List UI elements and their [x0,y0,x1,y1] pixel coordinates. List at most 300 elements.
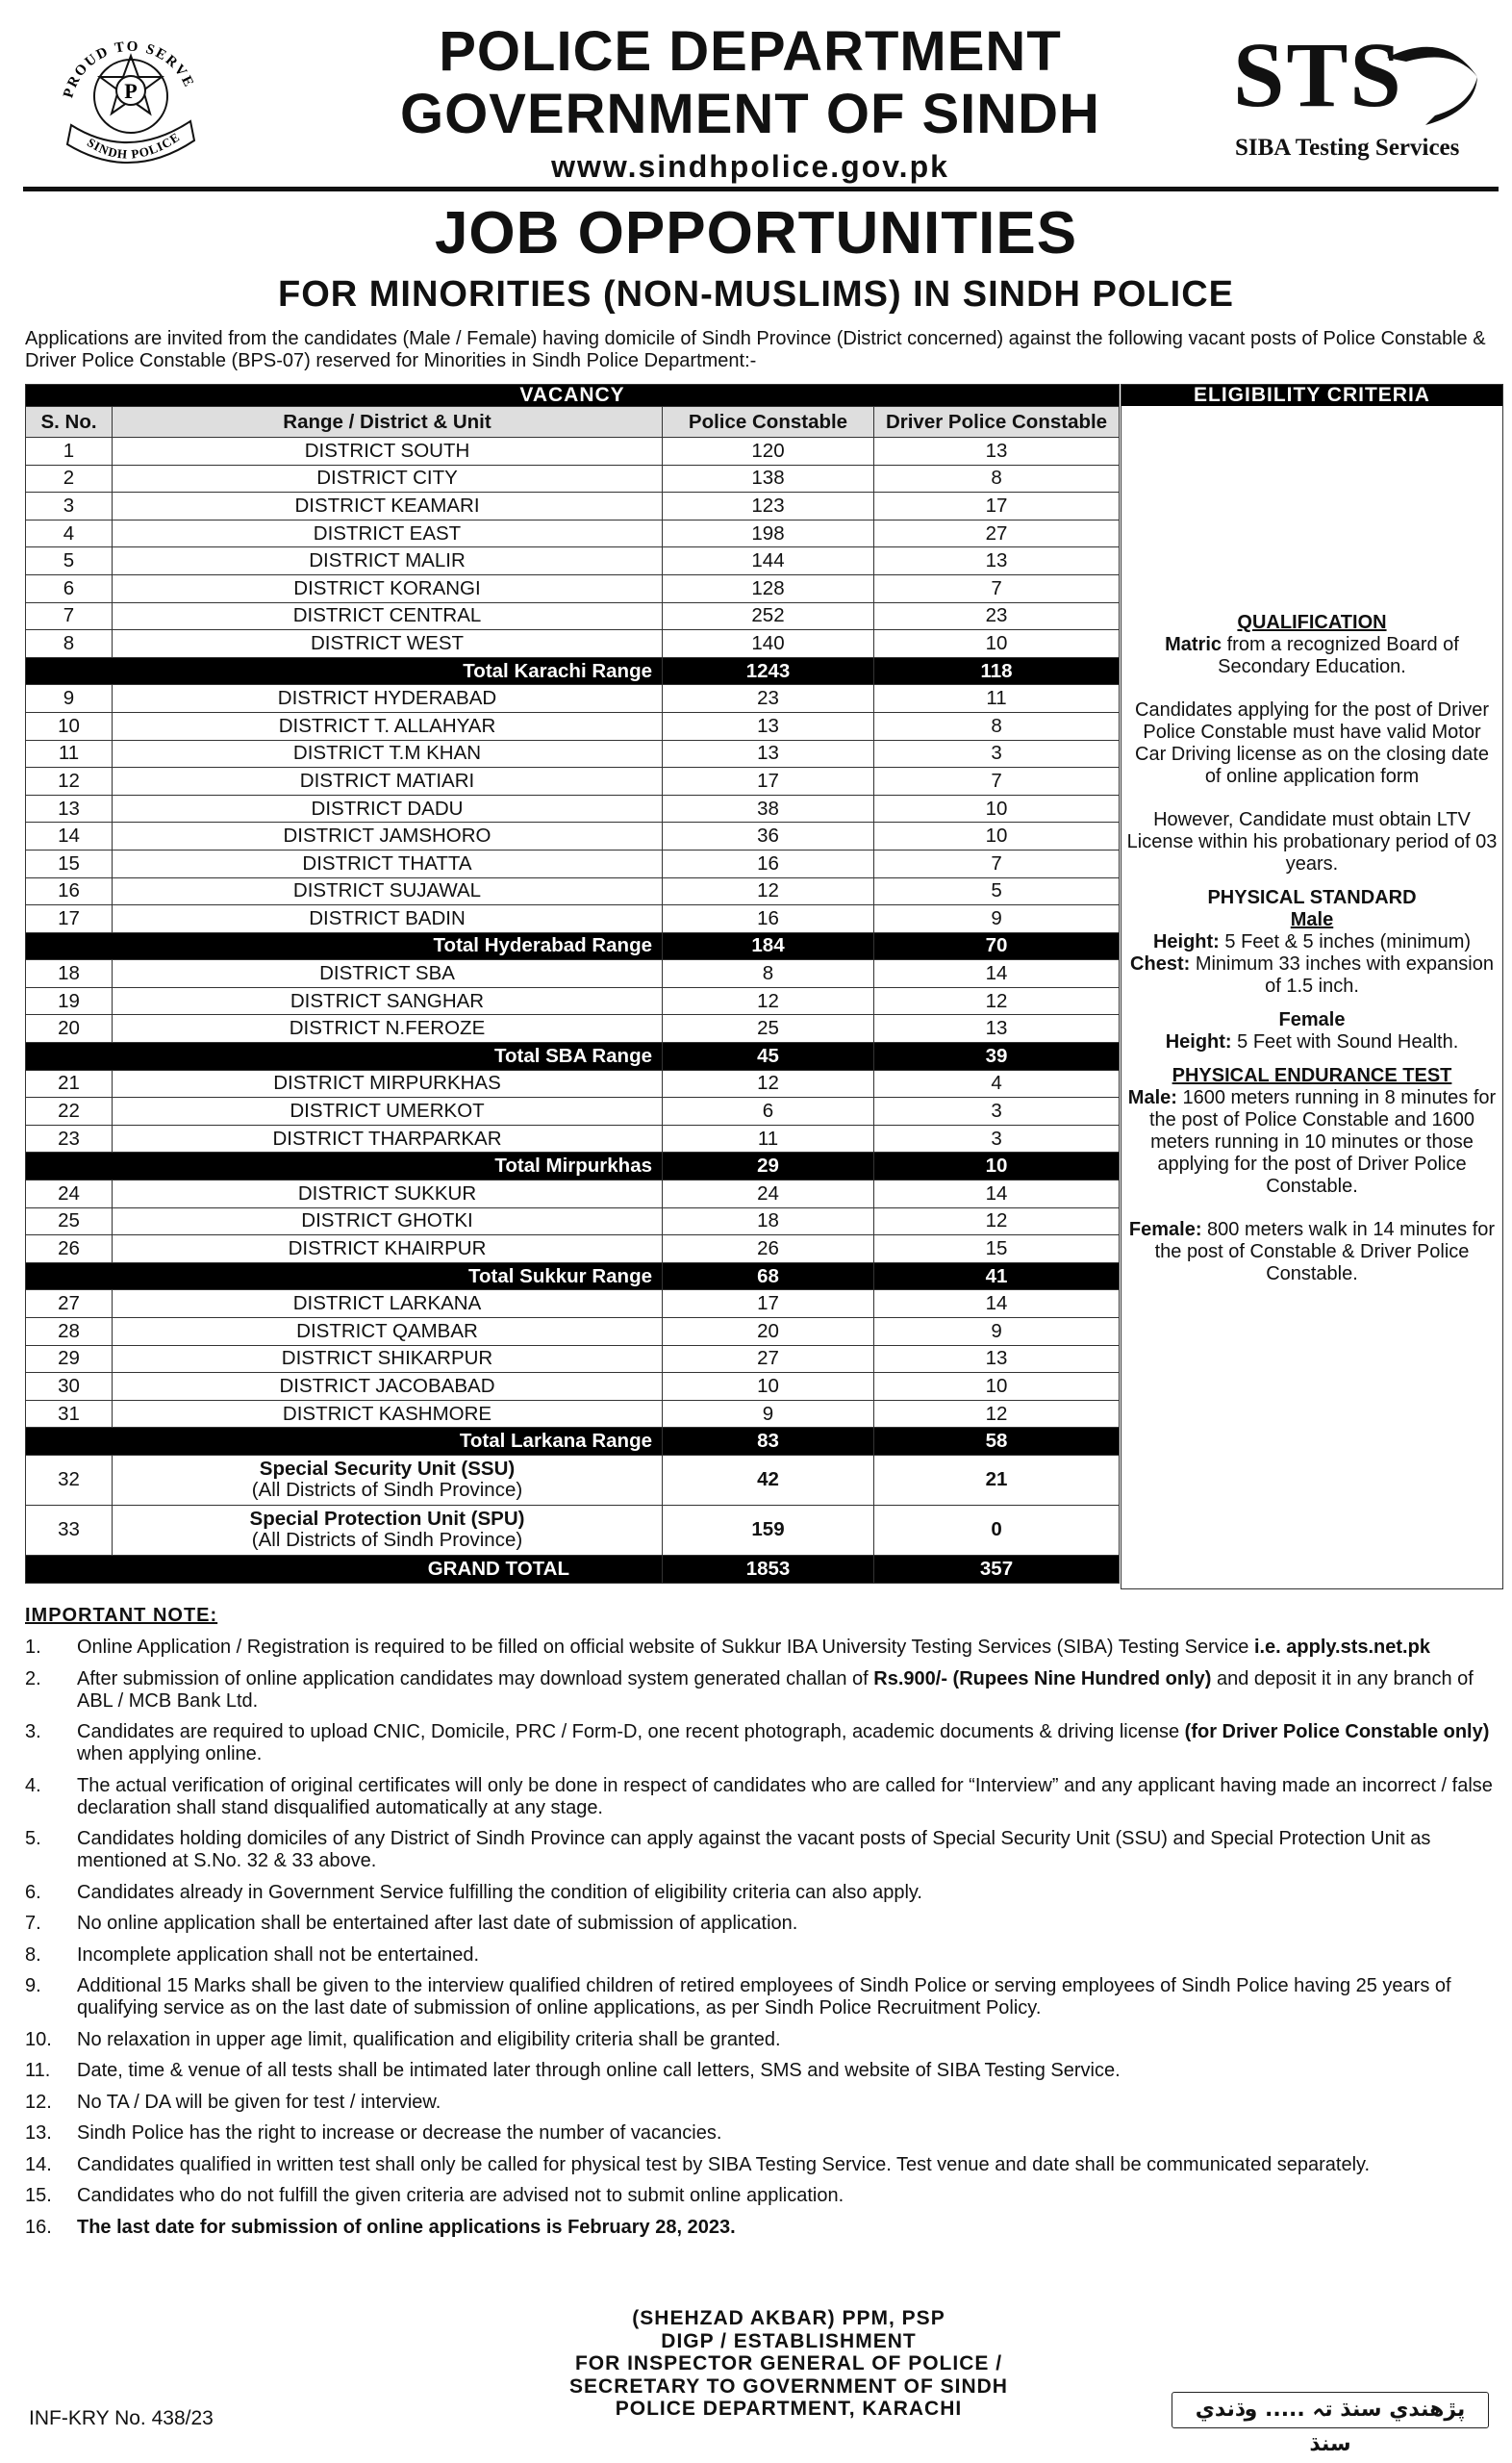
column-header-sno: S. No. [26,407,113,438]
endurance-test-heading: PHYSICAL ENDURANCE TEST [1172,1065,1452,1086]
note-text: Candidates who do not fulfill the given criteria are advised not to submit online application. [77,2185,844,2206]
row-police-constable-count: 184 [663,932,874,960]
male-height: Height: 5 Feet & 5 inches (minimum) [1152,931,1472,952]
row-district-name: DISTRICT SUKKUR [113,1181,663,1208]
row-unit-name [113,1455,663,1505]
row-serial-number: 18 [26,960,113,988]
range-total-label: Total Hyderabad Range [26,932,663,960]
row-police-constable-count: 16 [663,850,874,877]
female-height: Height: 5 Feet with Sound Health. [1165,1031,1459,1053]
notes-list [25,1637,1506,2239]
row-driver-constable-count: 27 [874,520,1120,547]
note-number: 8. [25,1943,41,1966]
range-total-row [26,657,1120,685]
row-district-name: DISTRICT CENTRAL [113,602,663,630]
note-number: 10. [25,2028,52,2050]
district-row [26,520,1120,547]
column-header-row [26,407,1120,438]
note-item [25,2154,1506,2176]
note-text: Candidates are required to upload CNIC, Domicile, PRC / Form-D, one recent photograph, academic documents & driving license [77,1721,1185,1742]
row-district-name: DISTRICT CITY [113,465,663,493]
row-serial-number: 20 [26,1015,113,1043]
row-district-name: DISTRICT KHAIRPUR [113,1235,663,1263]
row-serial-number: 1 [26,438,113,466]
note-emphasis: The last date for submission of online applications is February 28, 2023. [77,2216,736,2238]
row-serial-number: 5 [26,547,113,575]
header-title-block [317,21,1183,187]
row-police-constable-count: 45 [663,1043,874,1071]
row-driver-constable-count: 8 [874,712,1120,740]
signatory-name: (SHEHZAD AKBAR) PPM, PSP [632,2307,945,2329]
row-district-name: DISTRICT SBA [113,960,663,988]
row-driver-constable-count: 4 [874,1070,1120,1098]
row-driver-constable-count: 15 [874,1235,1120,1263]
row-serial-number: 9 [26,685,113,713]
physical-standard-heading: PHYSICAL STANDARD [1207,887,1417,908]
row-serial-number: 26 [26,1235,113,1263]
note-number: 9. [25,1975,41,1996]
row-serial-number: 19 [26,987,113,1015]
note-text: The actual verification of original certificates will only be done in respect of candidates who are called for “Interview” and any applicant having made an incorrect / false declaration shall stand disqualified automatically at any stage. [77,1774,1493,1818]
district-row [26,987,1120,1015]
header-divider [23,187,1499,191]
row-serial-number: 30 [26,1373,113,1401]
row-driver-constable-count: 41 [874,1262,1120,1290]
row-driver-constable-count: 12 [874,987,1120,1015]
row-police-constable-count: 10 [663,1373,874,1401]
row-driver-constable-count: 10 [874,1153,1120,1181]
district-row [26,438,1120,466]
row-police-constable-count: 26 [663,1235,874,1263]
row-serial-number: 27 [26,1290,113,1318]
row-district-name: DISTRICT QAMBAR [113,1318,663,1346]
row-driver-constable-count: 10 [874,1373,1120,1401]
row-serial-number: 31 [26,1400,113,1428]
vacancy-table [25,384,1120,1584]
note-item [25,1668,1506,1713]
row-police-constable-count: 36 [663,823,874,851]
sts-logo-subtitle: SIBA Testing Services [1235,135,1460,161]
row-police-constable-count: 12 [663,877,874,905]
range-total-label: Total SBA Range [26,1043,663,1071]
note-item [25,1975,1506,2019]
row-police-constable-count: 16 [663,905,874,933]
row-district-name: DISTRICT JAMSHORO [113,823,663,851]
district-row [26,1181,1120,1208]
row-district-name: DISTRICT SANGHAR [113,987,663,1015]
note-item [25,1637,1506,1659]
row-police-constable-count: 18 [663,1207,874,1235]
range-total-label: Total Sukkur Range [26,1262,663,1290]
row-police-constable-count: 25 [663,1015,874,1043]
row-driver-constable-count: 7 [874,850,1120,877]
row-serial-number: 10 [26,712,113,740]
range-total-row [26,1428,1120,1456]
note-text: After submission of online application candidates may download system generated challan of [77,1667,874,1689]
row-police-constable-count: 11 [663,1125,874,1153]
grand-total-driver-constable: 357 [874,1555,1120,1583]
grand-total-police-constable: 1853 [663,1555,874,1583]
unit-title: Special Protection Unit (SPU) [249,1508,525,1531]
urdu-slogan: پڙهندي سنڌ تہ ..... وڌندي سنڌ [1172,2392,1489,2428]
row-driver-constable-count: 9 [874,905,1120,933]
row-driver-constable-count: 12 [874,1400,1120,1428]
note-text: Candidates qualified in written test shall only be called for physical test by SIBA Testing Service. Test venue and date shall be communicated separately. [77,2153,1371,2175]
row-district-name: DISTRICT KEAMARI [113,493,663,521]
emblem-letter: P [124,79,138,103]
sts-logo-text: STS [1233,23,1403,126]
signatory-line-4: POLICE DEPARTMENT, KARACHI [615,2398,963,2420]
district-row [26,574,1120,602]
row-police-constable-count: 12 [663,987,874,1015]
row-driver-constable-count: 14 [874,1290,1120,1318]
note-text-end: when applying online. [77,1743,263,1765]
district-row [26,465,1120,493]
note-text: Incomplete application shall not be entertained. [77,1943,480,1966]
note-text: No TA / DA will be given for test / interview. [77,2091,441,2113]
note-item [25,1882,1506,1904]
row-police-constable-count: 140 [663,630,874,658]
note-item [25,1775,1506,1819]
row-district-name: DISTRICT N.FEROZE [113,1015,663,1043]
unit-subtitle: (All Districts of Sindh Province) [251,1529,523,1552]
row-police-constable-count: 29 [663,1153,874,1181]
page-header [0,17,1512,195]
special-unit-row [26,1505,1120,1555]
note-number: 7. [25,1913,41,1934]
note-item [25,1913,1506,1935]
row-driver-constable-count: 118 [874,657,1120,685]
row-district-name: DISTRICT WEST [113,630,663,658]
row-driver-constable-count: 58 [874,1428,1120,1456]
note-item [25,2060,1506,2082]
district-row [26,1373,1120,1401]
range-total-label: Total Mirpurkhas [26,1153,663,1181]
emblem-ring-top: PROUD TO SERVE [61,38,197,100]
vacancy-header-row [26,385,1120,407]
note-number: 1. [25,1637,41,1658]
row-police-constable-count: 13 [663,740,874,768]
row-police-constable-count: 83 [663,1428,874,1456]
unit-title: Special Security Unit (SSU) [259,1458,516,1481]
district-row [26,712,1120,740]
row-driver-constable-count: 3 [874,1125,1120,1153]
department-name: POLICE DEPARTMENT [439,20,1062,83]
row-district-name: DISTRICT KASHMORE [113,1400,663,1428]
row-driver-constable-count: 0 [874,1505,1120,1555]
row-serial-number: 11 [26,740,113,768]
row-police-constable-count: 20 [663,1318,874,1346]
district-row [26,1125,1120,1153]
district-row [26,1400,1120,1428]
important-notes [25,1605,1506,2247]
district-row [26,547,1120,575]
row-police-constable-count: 38 [663,795,874,823]
note-number: 6. [25,1881,41,1903]
row-serial-number: 17 [26,905,113,933]
row-serial-number: 8 [26,630,113,658]
note-number: 4. [25,1774,41,1796]
row-district-name: DISTRICT SUJAWAL [113,877,663,905]
note-emphasis: (for Driver Police Constable only) [1184,1721,1490,1742]
sts-logo [1233,23,1483,171]
note-text: Date, time & venue of all tests shall be intimated later through online call letters, SMS and website of SIBA Testing Service. [77,2060,1121,2081]
row-serial-number: 7 [26,602,113,630]
note-item [25,2092,1506,2114]
row-police-constable-count: 17 [663,768,874,796]
row-serial-number: 4 [26,520,113,547]
reference-number: INF-KRY No. 438/23 [29,2407,214,2429]
range-total-label: Total Karachi Range [26,657,663,685]
row-district-name: DISTRICT MALIR [113,547,663,575]
range-total-row [26,1153,1120,1181]
district-row [26,630,1120,658]
district-row [26,740,1120,768]
grand-total-row [26,1555,1120,1583]
note-number: 12. [25,2091,52,2113]
row-driver-constable-count: 13 [874,547,1120,575]
row-driver-constable-count: 7 [874,768,1120,796]
district-row [26,905,1120,933]
physical-female-heading: Female [1278,1009,1346,1030]
row-police-constable-count: 9 [663,1400,874,1428]
row-police-constable-count: 17 [663,1290,874,1318]
row-police-constable-count: 68 [663,1262,874,1290]
row-police-constable-count: 128 [663,574,874,602]
physical-male-heading: Male [1290,909,1334,930]
district-row [26,1207,1120,1235]
grand-total-label: GRAND TOTAL [26,1555,663,1583]
note-number: 3. [25,1721,41,1742]
note-number: 5. [25,1828,41,1849]
row-driver-constable-count: 21 [874,1455,1120,1505]
row-district-name: DISTRICT JACOBABAD [113,1373,663,1401]
note-item [25,2122,1506,2145]
row-driver-constable-count: 7 [874,574,1120,602]
row-driver-constable-count: 14 [874,1181,1120,1208]
row-driver-constable-count: 9 [874,1318,1120,1346]
row-police-constable-count: 12 [663,1070,874,1098]
range-total-row [26,1043,1120,1071]
note-item [25,1721,1506,1765]
district-row [26,850,1120,877]
row-district-name: DISTRICT SOUTH [113,438,663,466]
row-serial-number: 32 [26,1455,113,1505]
district-row [26,1098,1120,1126]
row-serial-number: 12 [26,768,113,796]
note-item [25,1828,1506,1872]
row-district-name: DISTRICT KORANGI [113,574,663,602]
range-total-row [26,1262,1120,1290]
row-police-constable-count: 120 [663,438,874,466]
row-district-name: DISTRICT T. ALLAHYAR [113,712,663,740]
driver-license-requirement: Candidates applying for the post of Driver Police Constable must have valid Motor Car Driving license as on the closing date of online application form [1135,699,1489,787]
row-serial-number: 23 [26,1125,113,1153]
district-row [26,1070,1120,1098]
row-serial-number: 21 [26,1070,113,1098]
row-driver-constable-count: 17 [874,493,1120,521]
district-row [26,1318,1120,1346]
note-item [25,2185,1506,2207]
note-number: 15. [25,2185,52,2206]
row-driver-constable-count: 70 [874,932,1120,960]
note-item [25,2029,1506,2051]
qualification-text: Matric from a recognized Board of Secondary Education. [1165,634,1459,677]
district-row [26,1345,1120,1373]
note-text: No online application shall be entertained after last date of submission of application. [77,1913,798,1934]
row-district-name: DISTRICT DADU [113,795,663,823]
note-text: Candidates holding domiciles of any District of Sindh Province can apply against the vacant posts of Special Security Unit (SSU) and Special Protection Unit as mentioned at S.No. 32 & 33 above. [77,1828,1431,1871]
row-district-name: DISTRICT LARKANA [113,1290,663,1318]
row-district-name: DISTRICT THATTA [113,850,663,877]
important-note-heading: IMPORTANT NOTE: [25,1605,218,1626]
note-text: No relaxation in upper age limit, qualification and eligibility criteria shall be granted. [77,2028,781,2050]
row-driver-constable-count: 5 [874,877,1120,905]
row-district-name: DISTRICT GHOTKI [113,1207,663,1235]
range-total-row [26,932,1120,960]
district-row [26,1290,1120,1318]
row-serial-number: 22 [26,1098,113,1126]
row-driver-constable-count: 11 [874,685,1120,713]
endurance-female: Female: 800 meters walk in 14 minutes for the post of Constable & Driver Police Constable. [1128,1219,1496,1284]
row-driver-constable-count: 3 [874,1098,1120,1126]
row-driver-constable-count: 8 [874,465,1120,493]
sts-swoosh-icon [1377,29,1483,135]
district-row [26,823,1120,851]
row-serial-number: 16 [26,877,113,905]
district-row [26,685,1120,713]
range-total-label: Total Larkana Range [26,1428,663,1456]
row-serial-number: 24 [26,1181,113,1208]
note-text: Sindh Police has the right to increase or decrease the number of vacancies. [77,2122,722,2144]
row-district-name: DISTRICT BADIN [113,905,663,933]
district-row [26,1235,1120,1263]
row-serial-number: 2 [26,465,113,493]
eligibility-header: ELIGIBILITY CRITERIA [1121,385,1502,406]
row-police-constable-count: 6 [663,1098,874,1126]
note-emphasis: Rs.900/- (Rupees Nine Hundred only) [873,1667,1212,1689]
note-text-end: and deposit it in any branch of ABL / MCB Bank Ltd. [77,1667,1474,1712]
unit-subtitle: (All Districts of Sindh Province) [251,1479,523,1502]
row-police-constable-count: 23 [663,685,874,713]
row-serial-number: 29 [26,1345,113,1373]
note-text: Candidates already in Government Service fulfilling the condition of eligibility criteria can also apply. [77,1881,922,1903]
district-row [26,768,1120,796]
row-police-constable-count: 138 [663,465,874,493]
signatory-line-3: SECRETARY TO GOVERNMENT OF SINDH [569,2374,1008,2398]
district-row [26,1015,1120,1043]
sindh-police-emblem-icon [42,17,215,181]
row-police-constable-count: 13 [663,712,874,740]
row-police-constable-count: 144 [663,547,874,575]
endurance-male: Male: 1600 meters running in 8 minutes for the post of Police Constable and 1600 meters running in 10 minutes or those applying for the post of Driver Police Constable. [1127,1087,1497,1197]
note-text: Additional 15 Marks shall be given to the interview qualified children of retired employees of Sindh Police or serving employees of Sindh Police having 25 years of qualifying service as on the last date of submission of online applications, as per Sindh Police Recruitment Policy. [77,1975,1451,2019]
row-driver-constable-count: 12 [874,1207,1120,1235]
note-emphasis: i.e. apply.sts.net.pk [1253,1637,1430,1658]
row-police-constable-count: 159 [663,1505,874,1555]
row-driver-constable-count: 13 [874,438,1120,466]
row-serial-number: 6 [26,574,113,602]
column-header-driver-police-constable: Driver Police Constable [874,407,1120,438]
male-chest: Chest: Minimum 33 inches with expansion of 1.5 inch. [1130,953,1494,997]
row-police-constable-count: 1243 [663,657,874,685]
district-row [26,493,1120,521]
row-police-constable-count: 123 [663,493,874,521]
signatory-designation: DIGP / ESTABLISHMENT [661,2329,917,2352]
row-police-constable-count: 24 [663,1181,874,1208]
row-serial-number: 28 [26,1318,113,1346]
signature-block [500,2307,1077,2421]
row-serial-number: 33 [26,1505,113,1555]
row-district-name: DISTRICT THARPARKAR [113,1125,663,1153]
row-district-name: DISTRICT SHIKARPUR [113,1345,663,1373]
row-serial-number: 25 [26,1207,113,1235]
note-number: 11. [25,2060,51,2081]
website-link[interactable]: www.sindhpolice.gov.pk [551,149,949,184]
row-serial-number: 13 [26,795,113,823]
column-header-police-constable: Police Constable [663,407,874,438]
row-driver-constable-count: 10 [874,630,1120,658]
row-driver-constable-count: 10 [874,795,1120,823]
column-header-range: Range / District & Unit [113,407,663,438]
eligibility-criteria-panel [1121,384,1503,1589]
special-unit-row [26,1455,1120,1505]
row-district-name: DISTRICT EAST [113,520,663,547]
row-serial-number: 3 [26,493,113,521]
row-serial-number: 15 [26,850,113,877]
vacancy-header: VACANCY [26,385,1120,407]
row-district-name: DISTRICT HYDERABAD [113,685,663,713]
row-district-name: DISTRICT MIRPURKHAS [113,1070,663,1098]
district-row [26,960,1120,988]
note-number: 13. [25,2122,52,2144]
intro-paragraph: Applications are invited from the candidates (Male / Female) having domicile of Sindh Province (District concerned) against the following vacant posts of Police Constable & Driver Police Constable (BPS-07) reserved for Minorities in Sindh Police Department:- [25,328,1486,371]
row-serial-number: 14 [26,823,113,851]
row-driver-constable-count: 14 [874,960,1120,988]
page-title: JOB OPPORTUNITIES [434,200,1078,267]
row-unit-name [113,1505,663,1555]
page-subtitle: FOR MINORITIES (NON-MUSLIMS) IN SINDH POLICE [278,274,1234,315]
row-driver-constable-count: 10 [874,823,1120,851]
row-police-constable-count: 42 [663,1455,874,1505]
row-police-constable-count: 252 [663,602,874,630]
district-row [26,795,1120,823]
qualification-heading: QUALIFICATION [1237,612,1387,633]
district-row [26,877,1120,905]
row-district-name: DISTRICT T.M KHAN [113,740,663,768]
row-driver-constable-count: 23 [874,602,1120,630]
signatory-line-2: FOR INSPECTOR GENERAL OF POLICE / [574,2352,1003,2374]
row-district-name: DISTRICT MATIARI [113,768,663,796]
row-district-name: DISTRICT UMERKOT [113,1098,663,1126]
government-name: GOVERNMENT OF SINDH [400,83,1100,145]
note-item [25,2217,1506,2239]
row-driver-constable-count: 13 [874,1345,1120,1373]
row-driver-constable-count: 13 [874,1015,1120,1043]
note-text: Online Application / Registration is required to be filled on official website of Sukkur IBA University Testing Services (SIBA) Testing Service [77,1637,1254,1658]
row-police-constable-count: 198 [663,520,874,547]
emblem-ring-bottom: SINDH POLICE [85,129,183,162]
note-number: 14. [25,2153,52,2175]
note-number: 2. [25,1667,41,1689]
ltv-license-requirement: However, Candidate must obtain LTV License within his probationary period of 03 years. [1126,809,1498,875]
district-row [26,602,1120,630]
row-driver-constable-count: 39 [874,1043,1120,1071]
note-number: 16. [25,2216,52,2238]
row-driver-constable-count: 3 [874,740,1120,768]
row-police-constable-count: 8 [663,960,874,988]
note-item [25,1944,1506,1967]
